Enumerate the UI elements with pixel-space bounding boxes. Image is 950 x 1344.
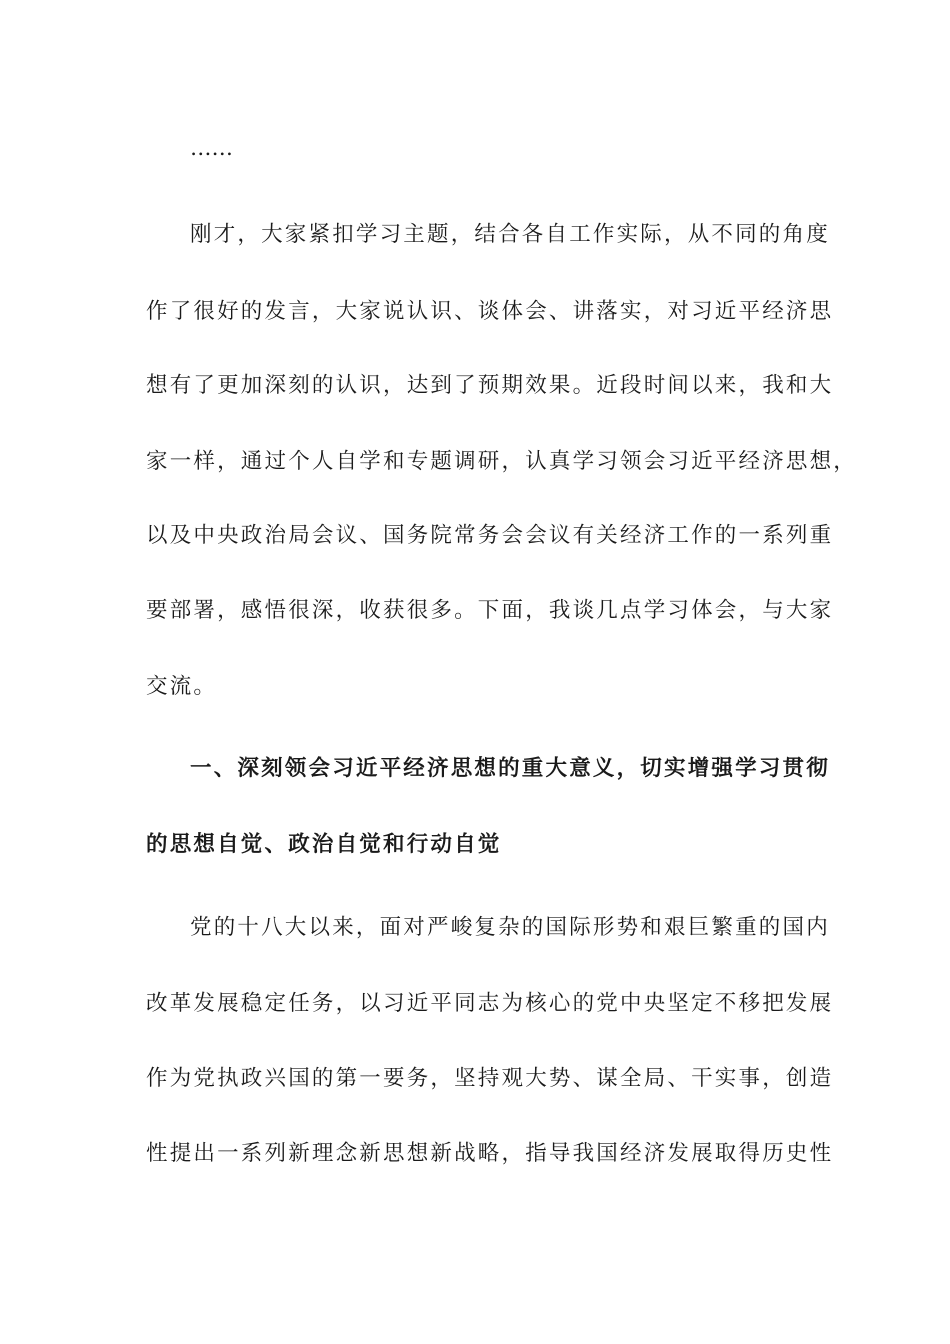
paragraph-line: 作了很好的发言，大家说认识、谈体会、讲落实，对习近平经济思 [146,299,834,324]
paragraph-line: 性提出一系列新理念新思想新战略，指导我国经济发展取得历史性 [146,1141,834,1166]
paragraph-line: 以及中央政治局会议、国务院常务会会议有关经济工作的一系列重 [146,523,834,548]
paragraph-line: 想有了更加深刻的认识，达到了预期效果。近段时间以来，我和大 [146,373,834,398]
paragraph-line: 改革发展稳定任务，以习近平同志为核心的党中央坚定不移把发展 [146,991,834,1016]
paragraph-line: 交流。 [146,674,218,699]
paragraph-line: 作为党执政兴国的第一要务，坚持观大势、谋全局、干实事，创造 [146,1066,834,1091]
paragraph-line: 家一样，通过个人自学和专题调研，认真学习领会习近平经济思想， [146,449,858,474]
paragraph-line: 党的十八大以来，面对严峻复杂的国际形势和艰巨繁重的国内 [190,915,830,940]
paragraph-line: 要部署，感悟很深，收获很多。下面，我谈几点学习体会，与大家 [146,598,834,623]
section-heading-line: 一、深刻领会习近平经济思想的重大意义，切实增强学习贯彻 [190,756,830,781]
paragraph-line: 刚才，大家紧扣学习主题，结合各自工作实际，从不同的角度 [190,222,830,247]
ellipsis-text: …… [190,136,233,161]
section-heading-line: 的思想自觉、政治自觉和行动自觉 [146,832,502,857]
